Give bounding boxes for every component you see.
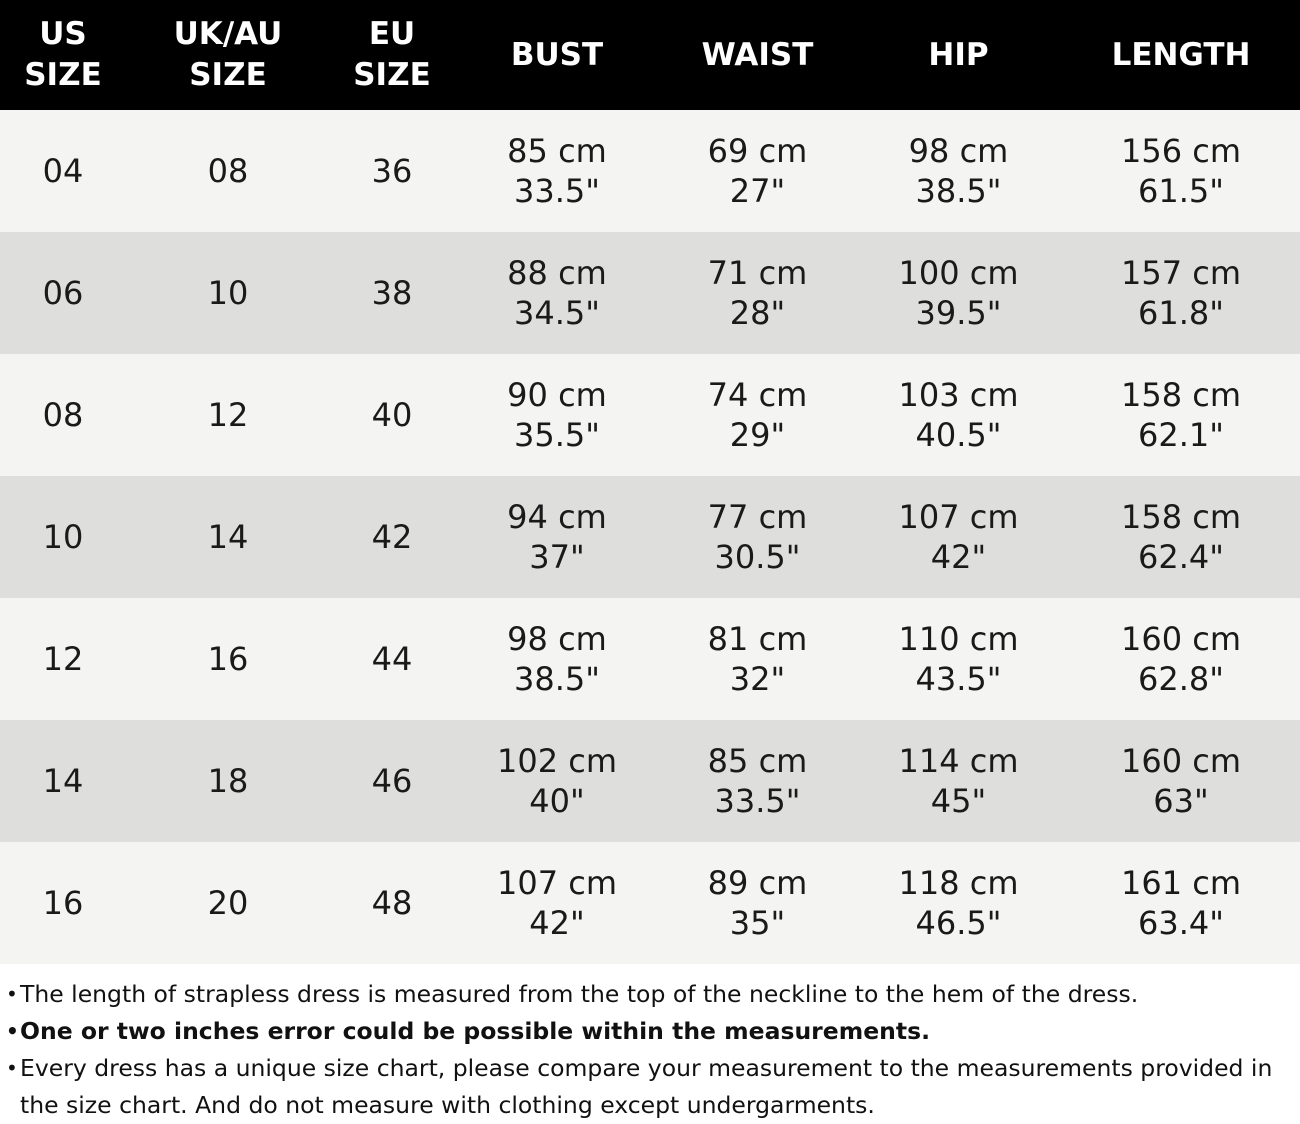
table-row — [0, 110, 1300, 232]
hip-cell — [855, 232, 1062, 354]
us-size-cell: 14 — [42, 762, 84, 800]
length-cell — [1062, 110, 1300, 232]
length-cell — [1062, 720, 1300, 842]
length-inch-value: 63" — [1153, 782, 1209, 820]
hip-cm-value: 103 cm — [898, 376, 1019, 414]
hip-inch-value: 38.5" — [915, 172, 1002, 210]
length-cm-value: 156 cm — [1120, 132, 1241, 170]
bust-inch-value: 35.5" — [514, 416, 600, 454]
hip-cell — [855, 598, 1062, 720]
notes-list — [0, 964, 1300, 1124]
hip-cm-value: 114 cm — [898, 742, 1019, 780]
length-cell — [1062, 842, 1300, 964]
hip-cm-value: 107 cm — [898, 498, 1019, 536]
length-cm-value: 158 cm — [1120, 498, 1241, 536]
bust-inch-value: 38.5" — [514, 660, 600, 698]
hip-cell — [855, 110, 1062, 232]
bust-inch-value: 33.5" — [514, 172, 600, 210]
us-size-cell: 10 — [42, 518, 84, 556]
length-cm-value: 158 cm — [1120, 376, 1241, 414]
note-item — [6, 1013, 1300, 1050]
header-hip: HIP — [928, 36, 989, 73]
bust-inch-value: 34.5" — [514, 294, 600, 332]
waist-cm-value: 69 cm — [707, 132, 808, 170]
uk-au-size-cell: 12 — [207, 396, 249, 434]
bust-cell — [454, 110, 660, 232]
waist-inch-value: 35" — [729, 904, 786, 942]
eu-size-cell: 38 — [371, 274, 413, 312]
table-row — [0, 598, 1300, 720]
bust-inch-value: 40" — [529, 782, 585, 820]
waist-cell — [660, 720, 855, 842]
table-row — [0, 232, 1300, 354]
bust-cm-value: 94 cm — [507, 498, 607, 536]
uk-au-size-cell: 08 — [207, 152, 249, 190]
bullet-icon: • — [6, 1056, 18, 1080]
bust-cm-value: 90 cm — [507, 376, 607, 414]
bust-cm-value: 102 cm — [496, 742, 617, 780]
waist-inch-value: 32" — [729, 660, 786, 698]
waist-inch-value: 33.5" — [714, 782, 801, 820]
waist-cm-value: 85 cm — [707, 742, 808, 780]
waist-cell — [660, 110, 855, 232]
length-cell — [1062, 354, 1300, 476]
hip-inch-value: 42" — [930, 538, 987, 576]
length-cm-value: 161 cm — [1120, 864, 1241, 902]
waist-inch-value: 30.5" — [714, 538, 801, 576]
length-inch-value: 62.1" — [1138, 416, 1224, 454]
us-size-cell: 12 — [42, 640, 84, 678]
bust-cell — [454, 598, 660, 720]
note-item — [6, 976, 1300, 1013]
hip-inch-value: 39.5" — [915, 294, 1002, 332]
header-uk-au-size: UK/AU SIZE — [173, 16, 283, 93]
uk-au-size-cell: 20 — [207, 884, 249, 922]
length-cell — [1062, 232, 1300, 354]
header-waist: WAIST — [701, 36, 814, 73]
us-size-cell: 16 — [42, 884, 84, 922]
length-inch-value: 62.8" — [1138, 660, 1224, 698]
bust-cell — [454, 476, 660, 598]
length-cell — [1062, 476, 1300, 598]
length-inch-value: 61.8" — [1138, 294, 1224, 332]
table-row — [0, 842, 1300, 964]
hip-cm-value: 100 cm — [898, 254, 1019, 292]
bust-inch-value: 42" — [529, 904, 585, 942]
table-row — [0, 476, 1300, 598]
length-inch-value: 61.5" — [1138, 172, 1224, 210]
length-cell — [1062, 598, 1300, 720]
length-inch-value: 62.4" — [1138, 538, 1224, 576]
waist-inch-value: 27" — [729, 172, 786, 210]
hip-cm-value: 110 cm — [898, 620, 1019, 658]
eu-size-cell: 42 — [371, 518, 413, 556]
header-length: LENGTH — [1111, 36, 1251, 73]
waist-inch-value: 29" — [729, 416, 786, 454]
uk-au-size-cell: 16 — [207, 640, 249, 678]
bust-cm-value: 98 cm — [507, 620, 607, 658]
note-text: Every dress has a unique size chart, please compare your measurement to the measurements provided in the size chart. And do not measure with clothing except undergarments. — [20, 1054, 1273, 1119]
hip-inch-value: 45" — [930, 782, 987, 820]
header-eu-size: EU SIZE — [353, 16, 431, 93]
waist-cell — [660, 598, 855, 720]
bullet-icon: • — [6, 982, 18, 1006]
bust-inch-value: 37" — [529, 538, 585, 576]
bust-cm-value: 85 cm — [507, 132, 607, 170]
uk-au-size-cell: 18 — [207, 762, 249, 800]
bust-cm-value: 107 cm — [496, 864, 617, 902]
hip-inch-value: 46.5" — [915, 904, 1002, 942]
waist-cm-value: 71 cm — [707, 254, 808, 292]
bust-cell — [454, 232, 660, 354]
table-row — [0, 720, 1300, 842]
hip-inch-value: 40.5" — [915, 416, 1002, 454]
hip-cm-value: 98 cm — [908, 132, 1009, 170]
hip-cell — [855, 354, 1062, 476]
waist-cell — [660, 842, 855, 964]
note-text: The length of strapless dress is measured from the top of the neckline to the hem of the dress. — [20, 980, 1139, 1008]
size-chart-header — [0, 0, 1300, 110]
bust-cell — [454, 720, 660, 842]
size-chart-body — [0, 110, 1300, 964]
eu-size-cell: 48 — [371, 884, 413, 922]
bust-cell — [454, 842, 660, 964]
eu-size-cell: 46 — [371, 762, 413, 800]
bust-cell — [454, 354, 660, 476]
eu-size-cell: 44 — [371, 640, 413, 678]
us-size-cell: 04 — [42, 152, 84, 190]
waist-cm-value: 77 cm — [707, 498, 808, 536]
note-item — [6, 1050, 1300, 1124]
hip-inch-value: 43.5" — [915, 660, 1002, 698]
eu-size-cell: 40 — [371, 396, 413, 434]
header-us-size: US SIZE — [24, 16, 102, 93]
length-cm-value: 157 cm — [1120, 254, 1241, 292]
waist-inch-value: 28" — [729, 294, 786, 332]
eu-size-cell: 36 — [371, 152, 413, 190]
hip-cell — [855, 720, 1062, 842]
uk-au-size-cell: 10 — [207, 274, 249, 312]
waist-cell — [660, 354, 855, 476]
waist-cell — [660, 476, 855, 598]
note-text: One or two inches error could be possible within the measurements. — [20, 1017, 931, 1045]
table-row — [0, 354, 1300, 476]
header-bust: BUST — [510, 36, 604, 73]
waist-cell — [660, 232, 855, 354]
hip-cell — [855, 842, 1062, 964]
bust-cm-value: 88 cm — [507, 254, 607, 292]
hip-cell — [855, 476, 1062, 598]
length-cm-value: 160 cm — [1120, 620, 1241, 658]
length-cm-value: 160 cm — [1120, 742, 1241, 780]
waist-cm-value: 74 cm — [707, 376, 808, 414]
us-size-cell: 08 — [42, 396, 84, 434]
length-inch-value: 63.4" — [1138, 904, 1224, 942]
waist-cm-value: 89 cm — [707, 864, 808, 902]
hip-cm-value: 118 cm — [898, 864, 1019, 902]
waist-cm-value: 81 cm — [707, 620, 808, 658]
uk-au-size-cell: 14 — [207, 518, 249, 556]
us-size-cell: 06 — [42, 274, 84, 312]
bullet-icon: • — [6, 1019, 19, 1043]
